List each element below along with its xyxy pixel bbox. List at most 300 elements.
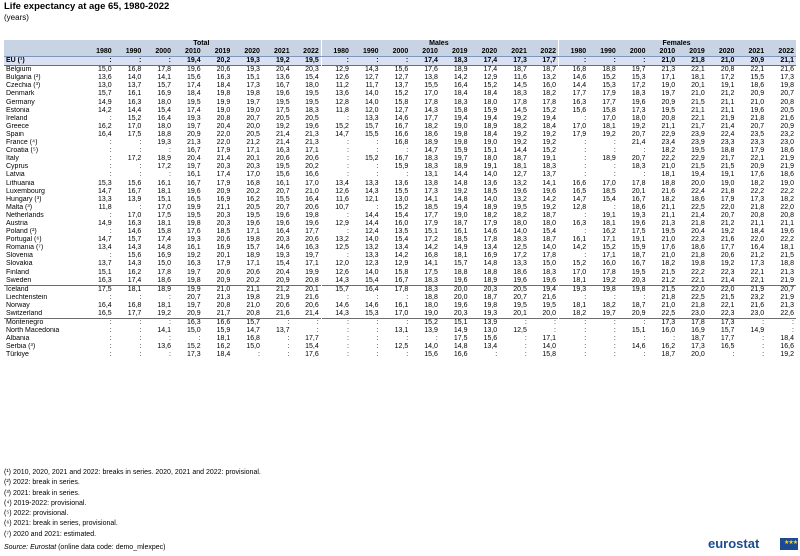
- value-cell: 19,2: [542, 139, 556, 147]
- year-header: 2022: [292, 48, 322, 57]
- value-cell: 13,4: [483, 244, 498, 252]
- value-cell: 12,0: [321, 260, 351, 268]
- table-row: [4, 302, 796, 310]
- value-cell: 14,9: [750, 327, 765, 335]
- country-label: North Macedonia: [6, 327, 60, 335]
- page-title: Life expectancy at age 65, 1980-2022: [4, 1, 170, 12]
- value-cell: 15,5: [424, 82, 438, 90]
- value-cell: 22,2: [661, 155, 676, 163]
- value-cell: 18,1: [216, 335, 231, 343]
- value-cell: 19,3: [157, 139, 171, 147]
- value-cell: :: [287, 343, 290, 351]
- value-cell: 20,5: [246, 130, 260, 138]
- value-cell: 13,8: [424, 179, 438, 187]
- value-cell: 17,9: [216, 179, 231, 187]
- table-row: [4, 99, 796, 107]
- value-cell: 20,9: [750, 163, 765, 171]
- value-cell: 14,2: [394, 252, 409, 260]
- value-cell: 18,5: [424, 203, 438, 211]
- value-cell: 20,9: [187, 310, 201, 317]
- value-cell: 14,7: [559, 196, 589, 204]
- value-cell: 17,6: [750, 171, 765, 179]
- value-cell: 14,5: [513, 82, 527, 90]
- value-cell: 19,6: [246, 219, 260, 227]
- value-cell: 20,3: [470, 285, 500, 294]
- value-cell: 13,3: [513, 260, 527, 268]
- value-cell: 19,6: [275, 90, 290, 98]
- value-cell: 21,0: [647, 57, 677, 66]
- value-cell: 16,2: [98, 122, 112, 130]
- country-label: Romania (⁷): [6, 244, 44, 252]
- value-cell: 14,2: [424, 244, 438, 252]
- value-cell: 17,5: [631, 228, 646, 236]
- value-cell: 21,1: [766, 57, 796, 66]
- value-cell: 21,8: [691, 301, 705, 309]
- value-cell: 16,7: [187, 147, 201, 155]
- value-cell: :: [169, 293, 171, 301]
- value-cell: 15,4: [364, 276, 379, 284]
- value-cell: 21,1: [720, 106, 735, 114]
- value-cell: 16,0: [661, 327, 676, 335]
- value-cell: 19,8: [246, 90, 260, 98]
- value-cell: :: [524, 343, 527, 351]
- value-cell: 19,5: [542, 301, 556, 309]
- year-header: 2021: [499, 48, 529, 57]
- value-cell: 17,9: [216, 260, 231, 268]
- value-cell: 14,4: [453, 171, 468, 179]
- value-cell: 22,2: [780, 187, 794, 195]
- value-cell: 20,9: [780, 122, 794, 130]
- value-cell: 18,2: [513, 122, 527, 130]
- value-cell: :: [321, 335, 351, 343]
- value-cell: 14,5: [513, 106, 527, 114]
- value-cell: 20,5: [499, 285, 529, 294]
- value-cell: 17,8: [602, 268, 616, 276]
- value-cell: :: [321, 139, 351, 147]
- value-cell: 16,7: [127, 187, 142, 195]
- value-cell: 19,8: [453, 130, 468, 138]
- value-cell: 21,4: [275, 130, 290, 138]
- value-cell: 14,2: [559, 244, 589, 252]
- value-cell: 15,9: [453, 147, 468, 155]
- value-cell: 10,7: [321, 204, 351, 212]
- value-cell: 20,1: [246, 155, 260, 163]
- value-cell: 21,3: [780, 268, 794, 276]
- value-cell: :: [435, 335, 438, 343]
- value-cell: 18,9: [157, 155, 171, 163]
- value-cell: 15,4: [394, 211, 409, 219]
- value-cell: 15,5: [275, 195, 290, 203]
- value-cell: :: [321, 171, 351, 179]
- value-cell: 17,7: [529, 57, 559, 66]
- year-header: 2019: [677, 48, 707, 57]
- value-cell: 15,0: [84, 66, 114, 75]
- value-cell: :: [376, 327, 379, 335]
- value-cell: 14,2: [453, 74, 468, 82]
- value-cell: 18,0: [305, 82, 319, 90]
- value-cell: :: [381, 319, 411, 328]
- value-cell: :: [114, 57, 144, 66]
- value-cell: :: [613, 335, 616, 343]
- country-label: Austria: [6, 219, 28, 227]
- value-cell: 18,3: [513, 90, 527, 98]
- value-cell: 12,9: [321, 66, 351, 75]
- value-cell: :: [376, 139, 379, 147]
- table-row: [4, 294, 796, 302]
- value-cell: 21,8: [661, 293, 676, 301]
- value-cell: 18,3: [542, 163, 556, 171]
- value-cell: 21,8: [691, 252, 705, 260]
- source-line: [4, 544, 166, 551]
- value-cell: 20,8: [780, 211, 794, 219]
- value-cell: 18,2: [780, 195, 794, 203]
- value-cell: :: [139, 171, 142, 179]
- value-cell: :: [406, 335, 409, 343]
- country-label: Switzerland: [6, 310, 43, 317]
- value-cell: 15,6: [483, 335, 498, 343]
- value-cell: 21,4: [305, 310, 319, 317]
- value-cell: 19,0: [780, 179, 794, 187]
- value-cell: 19,4: [529, 285, 559, 294]
- value-cell: :: [109, 155, 112, 163]
- value-cell: 23,2: [780, 130, 794, 138]
- value-cell: 15,2: [127, 114, 142, 122]
- value-cell: :: [495, 351, 498, 359]
- value-cell: 17,3: [187, 351, 201, 359]
- value-cell: 23,0: [780, 139, 794, 147]
- value-cell: 18,6: [780, 171, 794, 179]
- value-cell: 18,3: [424, 163, 438, 171]
- value-cell: 17,1: [246, 147, 260, 155]
- value-cell: 15,1: [98, 268, 112, 276]
- value-cell: 12,4: [364, 228, 379, 236]
- value-cell: 21,3: [305, 139, 319, 147]
- value-cell: 18,1: [661, 171, 676, 179]
- value-cell: 19,8: [216, 90, 231, 98]
- value-cell: :: [198, 335, 201, 343]
- country-label: Iceland: [4, 285, 84, 294]
- value-cell: 18,2: [661, 195, 676, 203]
- value-cell: 21,4: [216, 155, 231, 163]
- value-cell: :: [559, 252, 589, 260]
- value-cell: 14,7: [321, 131, 351, 139]
- value-cell: 17,1: [305, 260, 319, 268]
- value-cell: 22,0: [780, 203, 794, 211]
- value-cell: :: [376, 203, 379, 211]
- table-row: [4, 236, 796, 244]
- value-cell: 19,8: [780, 82, 794, 90]
- value-cell: 19,9: [305, 268, 319, 276]
- footnote: (¹) 2010, 2020, 2021 and 2022: breaks in series. 2020, 2021 and 2022: provisional.: [4, 469, 261, 476]
- value-cell: 16,0: [394, 219, 409, 227]
- year-header: 2000: [618, 48, 648, 57]
- value-cell: :: [613, 203, 616, 211]
- value-cell: 19,2: [720, 228, 735, 236]
- value-cell: 23,5: [750, 130, 765, 138]
- value-cell: :: [139, 147, 142, 155]
- value-cell: :: [559, 155, 589, 163]
- value-cell: :: [559, 327, 589, 335]
- value-cell: 18,0: [157, 98, 171, 106]
- value-cell: 18,3: [424, 276, 438, 284]
- value-cell: 15,7: [98, 90, 112, 98]
- value-cell: 16,9: [483, 252, 498, 260]
- value-cell: 16,1: [559, 236, 589, 244]
- value-cell: 17,3: [750, 195, 765, 203]
- value-cell: :: [321, 252, 351, 260]
- value-cell: 14,9: [453, 327, 468, 335]
- value-cell: 18,8: [780, 260, 794, 268]
- value-cell: 22,4: [691, 187, 705, 195]
- value-cell: 12,0: [364, 106, 379, 114]
- value-cell: 18,5: [453, 236, 468, 244]
- value-cell: 19,8: [187, 276, 201, 284]
- value-cell: 18,4: [542, 122, 556, 130]
- value-cell: 18,9: [453, 163, 468, 171]
- value-cell: :: [351, 319, 381, 328]
- value-cell: 18,0: [424, 301, 438, 309]
- value-cell: 15,2: [602, 74, 616, 82]
- value-cell: 17,2: [631, 82, 646, 90]
- value-cell: 11,7: [365, 82, 379, 90]
- value-cell: :: [109, 114, 112, 122]
- year-header: 1980: [84, 48, 114, 57]
- value-cell: 14,0: [364, 98, 379, 106]
- value-cell: 19,5: [275, 98, 290, 106]
- value-cell: 19,2: [513, 114, 527, 122]
- value-cell: 15,4: [275, 260, 290, 268]
- value-cell: :: [109, 293, 112, 301]
- value-cell: :: [643, 351, 646, 359]
- value-cell: :: [406, 351, 409, 359]
- value-cell: :: [588, 57, 618, 66]
- value-cell: 14,3: [321, 310, 351, 319]
- value-cell: 17,9: [216, 147, 231, 155]
- value-cell: :: [613, 147, 616, 155]
- value-cell: :: [559, 335, 589, 343]
- value-cell: 20,6: [305, 203, 319, 211]
- year-header: 2021: [736, 48, 766, 57]
- value-cell: 18,7: [542, 211, 556, 219]
- value-cell: 15,6: [381, 66, 411, 75]
- value-cell: 18,1: [602, 219, 616, 227]
- logo-text: eurostat: [708, 536, 760, 551]
- value-cell: 21,0: [203, 285, 233, 294]
- country-label: EU (¹): [4, 57, 84, 66]
- value-cell: 23,4: [661, 139, 676, 147]
- value-cell: 20,7: [631, 155, 646, 163]
- value-cell: 21,6: [720, 236, 735, 244]
- value-cell: 19,5: [513, 203, 527, 211]
- value-cell: 15,4: [157, 106, 171, 114]
- value-cell: 22,1: [750, 276, 765, 284]
- value-cell: 23,2: [750, 293, 765, 301]
- value-cell: 19,7: [187, 301, 201, 309]
- value-cell: 14,3: [364, 187, 379, 195]
- value-cell: 14,0: [513, 228, 527, 236]
- footnote: (⁷) 2020 and 2021: estimated.: [4, 530, 97, 538]
- value-cell: 15,4: [394, 236, 409, 244]
- value-cell: 16,3: [98, 276, 112, 284]
- value-cell: :: [643, 335, 646, 343]
- value-cell: 18,1: [602, 122, 616, 130]
- value-cell: 17,4: [216, 171, 231, 179]
- value-cell: 20,9: [631, 310, 646, 317]
- value-cell: 17,8: [631, 179, 646, 187]
- value-cell: 18,3: [305, 106, 319, 114]
- value-cell: 12,6: [321, 74, 351, 82]
- value-cell: 16,6: [453, 351, 468, 359]
- value-cell: 19,6: [453, 301, 468, 309]
- value-cell: 19,0: [246, 106, 260, 114]
- value-cell: 22,0: [720, 203, 735, 211]
- value-cell: 13,2: [321, 236, 351, 244]
- value-cell: 12,5: [513, 244, 527, 252]
- value-cell: :: [613, 343, 616, 351]
- value-cell: 17,5: [275, 106, 290, 114]
- value-cell: :: [321, 327, 351, 335]
- country-label: Spain: [6, 130, 24, 138]
- value-cell: 21,8: [750, 114, 765, 122]
- value-cell: 22,5: [661, 310, 676, 317]
- value-cell: 12,9: [483, 74, 498, 82]
- value-cell: 16,7: [631, 260, 646, 268]
- value-cell: 17,0: [246, 171, 260, 179]
- value-cell: 16,3: [173, 319, 203, 328]
- value-cell: 13,4: [394, 244, 409, 252]
- value-cell: 13,6: [394, 179, 409, 187]
- value-cell: 14,0: [483, 171, 498, 179]
- value-cell: 18,2: [424, 122, 438, 130]
- value-cell: 17,1: [305, 147, 319, 155]
- source-prefix: Source:: [4, 544, 29, 551]
- value-cell: 22,1: [750, 155, 765, 163]
- table-row: [4, 327, 796, 335]
- value-cell: :: [376, 335, 379, 343]
- value-cell: 14,6: [275, 244, 290, 252]
- table-row-eu: [4, 57, 796, 66]
- value-cell: 22,3: [720, 310, 735, 317]
- value-cell: 19,3: [232, 66, 262, 75]
- value-cell: 19,1: [602, 211, 616, 219]
- year-header: 2010: [410, 48, 440, 57]
- value-cell: 23,3: [750, 139, 765, 147]
- value-cell: 19,1: [631, 236, 646, 244]
- table-row: [4, 277, 796, 286]
- value-cell: 21,2: [750, 252, 765, 260]
- value-cell: 15,2: [187, 343, 201, 351]
- value-cell: 23,3: [720, 139, 735, 147]
- value-cell: 19,0: [453, 211, 468, 219]
- value-cell: 14,7: [98, 187, 112, 195]
- value-cell: 19,2: [780, 351, 794, 359]
- value-cell: 21,3: [647, 66, 677, 75]
- value-cell: 15,1: [246, 74, 260, 82]
- value-cell: 22,1: [720, 301, 735, 309]
- header-label-cell: [4, 40, 84, 48]
- country-label: Türkiye: [6, 351, 29, 359]
- value-cell: 17,4: [187, 106, 201, 114]
- value-cell: 14,0: [364, 268, 379, 276]
- table-row: [4, 90, 796, 98]
- value-cell: 17,6: [410, 66, 440, 75]
- eu-flag-icon: [780, 538, 798, 550]
- value-cell: :: [559, 212, 589, 220]
- country-label: Czechia (³): [6, 82, 41, 90]
- value-cell: 22,5: [691, 203, 705, 211]
- value-cell: 20,9: [187, 130, 201, 138]
- value-cell: 15,1: [424, 228, 438, 236]
- value-cell: :: [618, 319, 648, 328]
- value-cell: 22,2: [750, 187, 765, 195]
- value-cell: 20,7: [275, 187, 290, 195]
- value-cell: 20,3: [631, 276, 646, 284]
- value-cell: 19,6: [513, 187, 527, 195]
- value-cell: 12,7: [513, 171, 527, 179]
- value-cell: :: [673, 335, 676, 343]
- table-row: [4, 82, 796, 90]
- value-cell: :: [139, 343, 142, 351]
- value-cell: 17,4: [127, 276, 142, 284]
- value-cell: 20,0: [542, 310, 556, 317]
- value-cell: 20,4: [275, 268, 290, 276]
- table-row: [4, 343, 796, 351]
- value-cell: :: [529, 319, 559, 328]
- value-cell: 13,8: [424, 74, 438, 82]
- value-cell: 17,5: [453, 335, 468, 343]
- table-row: [4, 196, 796, 204]
- value-cell: 12,6: [321, 269, 351, 277]
- value-cell: 16,1: [275, 179, 290, 187]
- value-cell: :: [109, 139, 112, 147]
- value-cell: 18,6: [691, 195, 705, 203]
- value-cell: 14,0: [364, 236, 379, 244]
- table-row: [4, 319, 796, 328]
- value-cell: 14,4: [513, 147, 527, 155]
- country-label: Belgium: [4, 66, 84, 75]
- value-cell: 14,8: [453, 343, 468, 351]
- value-cell: 13,2: [513, 195, 527, 203]
- value-cell: 18,6: [631, 203, 646, 211]
- value-cell: :: [169, 335, 171, 343]
- value-cell: 21,0: [750, 98, 765, 106]
- value-cell: 16,6: [203, 319, 233, 328]
- value-cell: 17,9: [559, 131, 589, 139]
- value-cell: 19,7: [661, 90, 676, 98]
- value-cell: 20,7: [513, 293, 527, 301]
- value-cell: 15,2: [410, 319, 440, 328]
- value-cell: 17,3: [424, 187, 438, 195]
- value-cell: :: [287, 335, 290, 343]
- value-cell: 17,2: [513, 252, 527, 260]
- value-cell: 14,7: [98, 236, 112, 244]
- value-cell: 15,2: [321, 123, 351, 131]
- value-cell: 21,6: [542, 293, 556, 301]
- value-cell: 18,8: [424, 293, 438, 301]
- value-cell: 18,8: [453, 268, 468, 276]
- value-cell: 18,4: [750, 228, 765, 236]
- value-cell: 14,6: [127, 228, 142, 236]
- country-label: Finland: [6, 268, 29, 276]
- value-cell: 21,1: [661, 122, 676, 130]
- value-cell: 22,0: [216, 139, 231, 147]
- value-cell: 20,9: [216, 187, 231, 195]
- country-label: Poland (²): [6, 228, 37, 236]
- value-cell: 16,1: [127, 90, 142, 98]
- value-cell: 16,7: [631, 195, 646, 203]
- value-cell: 18,9: [440, 66, 470, 75]
- value-cell: 22,3: [691, 236, 705, 244]
